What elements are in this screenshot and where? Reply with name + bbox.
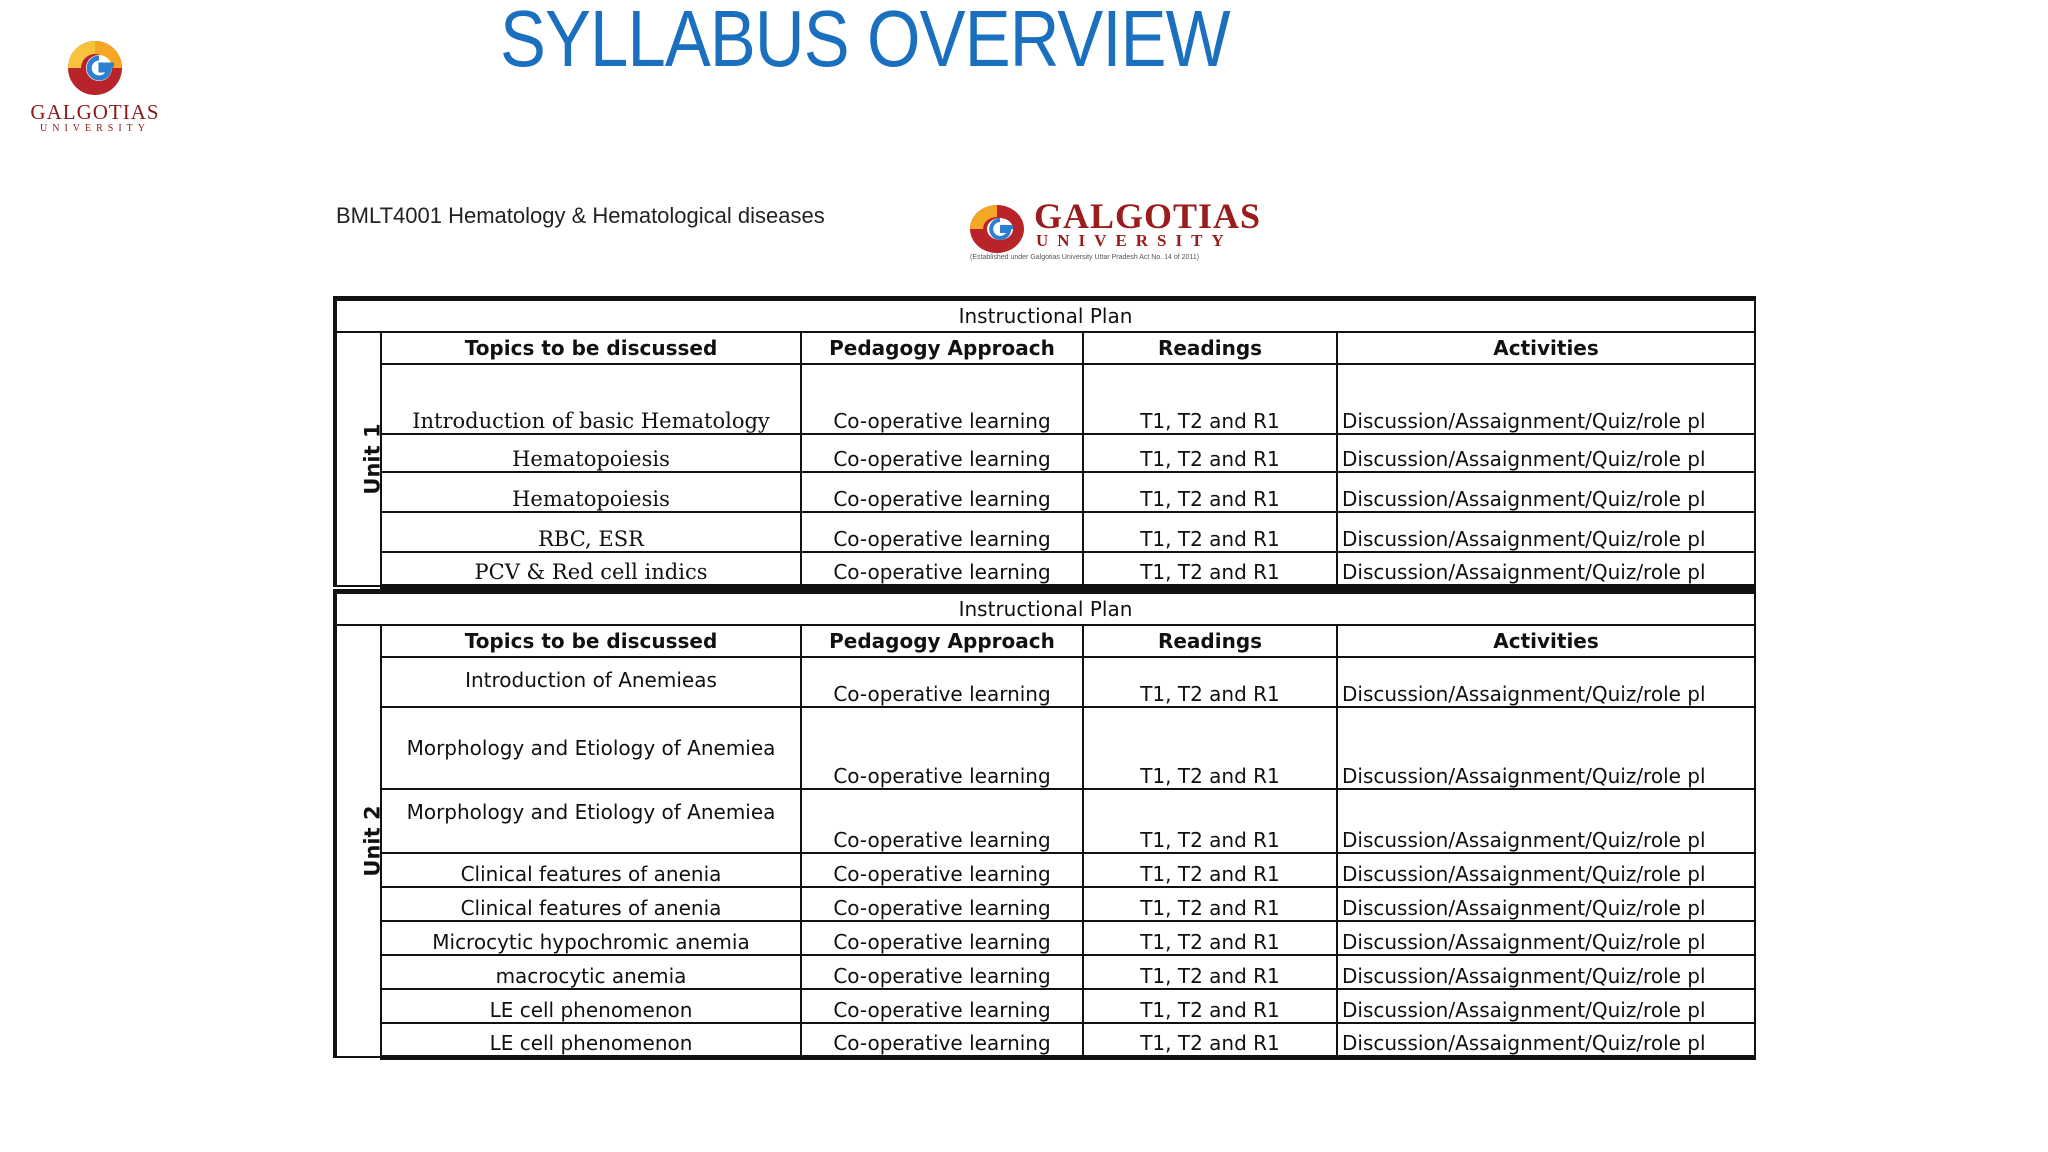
- plan-heading: Instructional Plan: [335, 299, 1755, 333]
- readings-cell: T1, T2 and R1: [1083, 921, 1337, 955]
- pedagogy-cell: Co-operative learning: [801, 472, 1083, 512]
- table-row: [335, 512, 1755, 552]
- logo-swirl-icon: [59, 28, 131, 100]
- readings-cell: T1, T2 and R1: [1083, 887, 1337, 921]
- topic-cell: Morphology and Etiology of Anemiea: [381, 707, 801, 789]
- readings-cell: T1, T2 and R1: [1083, 434, 1337, 472]
- pedagogy-cell: Co-operative learning: [801, 887, 1083, 921]
- pedagogy-cell: Co-operative learning: [801, 989, 1083, 1023]
- logo-sub-text: UNIVERSITY: [40, 123, 150, 134]
- readings-cell: T1, T2 and R1: [1083, 1023, 1337, 1057]
- readings-cell: T1, T2 and R1: [1083, 989, 1337, 1023]
- topic-cell: Introduction of Anemieas: [381, 657, 801, 707]
- table-row: [335, 887, 1755, 921]
- column-header-topics: Topics to be discussed: [381, 625, 801, 657]
- activities-cell: Discussion/Assaignment/Quiz/role pl: [1337, 853, 1755, 887]
- logo-swirl-icon: [968, 202, 1026, 254]
- instructional-plan-unit-1: [333, 296, 1715, 589]
- pedagogy-cell: Co-operative learning: [801, 789, 1083, 853]
- plan-heading: Instructional Plan: [335, 592, 1755, 626]
- unit-cell: [335, 332, 385, 586]
- readings-cell: T1, T2 and R1: [1083, 512, 1337, 552]
- pedagogy-cell: Co-operative learning: [801, 955, 1083, 989]
- readings-cell: T1, T2 and R1: [1083, 707, 1337, 789]
- unit-cell: [335, 625, 385, 1057]
- topic-cell: macrocytic anemia: [381, 955, 801, 989]
- pedagogy-cell: Co-operative learning: [801, 1023, 1083, 1057]
- topic-cell: Clinical features of anenia: [381, 887, 801, 921]
- page-title: SYLLABUS OVERVIEW: [500, 0, 1230, 83]
- plan-table: [333, 589, 1756, 1060]
- instructional-plan-unit-2: [333, 589, 1715, 1060]
- readings-cell: T1, T2 and R1: [1083, 364, 1337, 434]
- table-row: [335, 921, 1755, 955]
- topic-cell: RBC, ESR: [381, 512, 801, 552]
- table-row: [335, 1023, 1755, 1057]
- pedagogy-cell: Co-operative learning: [801, 434, 1083, 472]
- topic-cell: Clinical features of anenia: [381, 853, 801, 887]
- pedagogy-cell: Co-operative learning: [801, 657, 1083, 707]
- pedagogy-cell: Co-operative learning: [801, 552, 1083, 586]
- topic-cell: Hematopoiesis: [381, 434, 801, 472]
- column-header-activities: Activities: [1337, 625, 1755, 657]
- readings-cell: T1, T2 and R1: [1083, 552, 1337, 586]
- topic-cell: PCV & Red cell indics: [381, 552, 801, 586]
- column-header-pedagogy: Pedagogy Approach: [801, 332, 1083, 364]
- table-row: [335, 364, 1755, 434]
- pedagogy-cell: Co-operative learning: [801, 512, 1083, 552]
- activities-cell: Discussion/Assaignment/Quiz/role pl: [1337, 887, 1755, 921]
- column-header-readings: Readings: [1083, 332, 1337, 364]
- topic-cell: LE cell phenomenon: [381, 1023, 801, 1057]
- course-logo-note: (Established under Galgotias University Uttar Pradesh Act No. 14 of 2011): [970, 254, 1200, 261]
- table-row: [335, 707, 1755, 789]
- topic-cell: Morphology and Etiology of Anemiea: [381, 789, 801, 853]
- readings-cell: T1, T2 and R1: [1083, 955, 1337, 989]
- course-logo: [968, 196, 1262, 266]
- logo-brand-text: GALGOTIAS: [30, 100, 160, 124]
- pedagogy-cell: Co-operative learning: [801, 853, 1083, 887]
- readings-cell: T1, T2 and R1: [1083, 472, 1337, 512]
- activities-cell: Discussion/Assaignment/Quiz/role pl: [1337, 657, 1755, 707]
- activities-cell: Discussion/Assaignment/Quiz/role pl: [1337, 989, 1755, 1023]
- activities-cell: Discussion/Assaignment/Quiz/role pl: [1337, 789, 1755, 853]
- topic-cell: Introduction of basic Hematology: [381, 364, 801, 434]
- table-row: [335, 789, 1755, 853]
- table-row: [335, 955, 1755, 989]
- column-header-pedagogy: Pedagogy Approach: [801, 625, 1083, 657]
- course-logo-brand: GALGOTIAS: [1034, 196, 1262, 236]
- activities-cell: Discussion/Assaignment/Quiz/role pl: [1337, 921, 1755, 955]
- pedagogy-cell: Co-operative learning: [801, 707, 1083, 789]
- table-row: [335, 853, 1755, 887]
- table-row: [335, 472, 1755, 512]
- pedagogy-cell: Co-operative learning: [801, 921, 1083, 955]
- activities-cell: Discussion/Assaignment/Quiz/role pl: [1337, 364, 1755, 434]
- activities-cell: Discussion/Assaignment/Quiz/role pl: [1337, 552, 1755, 586]
- table-row: [335, 989, 1755, 1023]
- column-header-readings: Readings: [1083, 625, 1337, 657]
- activities-cell: Discussion/Assaignment/Quiz/role pl: [1337, 472, 1755, 512]
- readings-cell: T1, T2 and R1: [1083, 853, 1337, 887]
- column-header-topics: Topics to be discussed: [381, 332, 801, 364]
- university-logo: [30, 28, 160, 134]
- readings-cell: T1, T2 and R1: [1083, 789, 1337, 853]
- topic-cell: Hematopoiesis: [381, 472, 801, 512]
- plan-table: [333, 296, 1756, 589]
- activities-cell: Discussion/Assaignment/Quiz/role pl: [1337, 1023, 1755, 1057]
- readings-cell: T1, T2 and R1: [1083, 657, 1337, 707]
- topic-cell: Microcytic hypochromic anemia: [381, 921, 801, 955]
- course-logo-sub: UNIVERSITY: [1036, 231, 1233, 250]
- table-row: [335, 434, 1755, 472]
- table-row: [335, 657, 1755, 707]
- activities-cell: Discussion/Assaignment/Quiz/role pl: [1337, 955, 1755, 989]
- activities-cell: Discussion/Assaignment/Quiz/role pl: [1337, 707, 1755, 789]
- topic-cell: LE cell phenomenon: [381, 989, 801, 1023]
- activities-cell: Discussion/Assaignment/Quiz/role pl: [1337, 434, 1755, 472]
- column-header-activities: Activities: [1337, 332, 1755, 364]
- pedagogy-cell: Co-operative learning: [801, 364, 1083, 434]
- activities-cell: Discussion/Assaignment/Quiz/role pl: [1337, 512, 1755, 552]
- course-title: BMLT4001 Hematology & Hematological diseases: [336, 203, 825, 228]
- unit-label: Unit 1: [360, 423, 385, 495]
- table-row: [335, 552, 1755, 586]
- unit-label: Unit 2: [360, 805, 385, 877]
